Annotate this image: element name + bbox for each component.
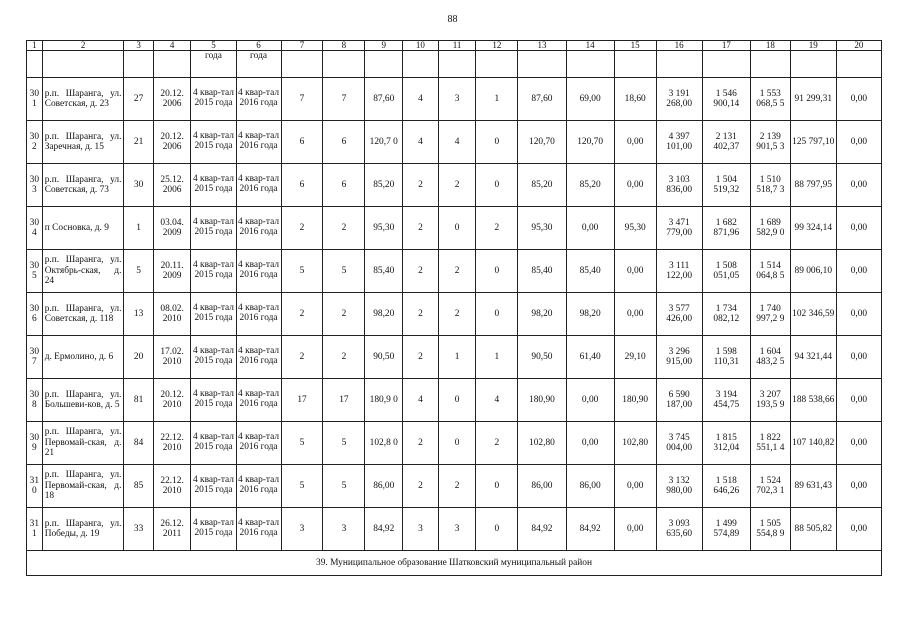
cost-fund-cell: 1 815 312,04 [702, 422, 750, 465]
quarter-start-cell: 4 квар-тал 2015 года [191, 121, 236, 164]
cost-fund-cell: 3 194 454,75 [702, 379, 750, 422]
cell [365, 51, 403, 78]
people-count-cell: 5 [281, 422, 323, 465]
cell [281, 51, 323, 78]
address-cell: п Сосновка, д. 9 [42, 207, 124, 250]
area-total-cell: 120,7 0 [365, 121, 403, 164]
column-number: 11 [438, 41, 476, 51]
address-cell: р.п. Шаранга, ул. Первомай-ская, д. 18 [42, 465, 124, 508]
date-cell: 20.12. 2010 [153, 379, 191, 422]
people-resettled-cell: 5 [323, 422, 365, 465]
area-c15-cell: 95,30 [614, 207, 656, 250]
cell [790, 51, 836, 78]
cell [836, 51, 881, 78]
cell [27, 51, 43, 78]
row-number-cell: 30 1 [27, 78, 43, 121]
row-number-cell: 30 8 [27, 379, 43, 422]
area-total-cell: 102,8 0 [365, 422, 403, 465]
flats-a-cell: 2 [438, 293, 476, 336]
row-number-cell: 30 4 [27, 207, 43, 250]
cost-extra-cell: 0,00 [836, 508, 881, 551]
building-count-cell: 27 [124, 78, 153, 121]
cost-local-cell: 94 321,44 [790, 336, 836, 379]
cost-total-cell: 4 397 101,00 [656, 121, 702, 164]
address-cell: р.п. Шаранга, ул. Победы, д. 19 [42, 508, 124, 551]
people-resettled-cell: 6 [323, 121, 365, 164]
building-count-cell: 1 [124, 207, 153, 250]
cost-total-cell: 6 590 187,00 [656, 379, 702, 422]
quarter-start-cell: 4 квар-тал 2015 года [191, 293, 236, 336]
cell [124, 51, 153, 78]
continuation-row [27, 51, 882, 78]
building-count-cell: 85 [124, 465, 153, 508]
row-number-cell: 30 7 [27, 336, 43, 379]
column-number: 16 [656, 41, 702, 51]
address-cell: р.п. Шаранга, ул. Заречная, д. 15 [42, 121, 124, 164]
table-row [27, 379, 882, 422]
people-resettled-cell: 6 [323, 164, 365, 207]
people-count-cell: 6 [281, 121, 323, 164]
cost-extra-cell: 0,00 [836, 422, 881, 465]
area-c15-cell: 0,00 [614, 293, 656, 336]
cell [42, 51, 124, 78]
date-cell: 22.12. 2010 [153, 465, 191, 508]
area-c14-cell: 0,00 [566, 207, 614, 250]
area-c14-cell: 120,70 [566, 121, 614, 164]
cost-local-cell: 89 006,10 [790, 250, 836, 293]
quarter-start-cell: 4 квар-тал 2015 года [191, 508, 236, 551]
building-count-cell: 21 [124, 121, 153, 164]
quarter-start-cell: 4 квар-тал 2015 года [191, 164, 236, 207]
flats-b-cell: 0 [476, 121, 518, 164]
people-resettled-cell: 5 [323, 465, 365, 508]
area-c14-cell: 0,00 [566, 422, 614, 465]
cost-local-cell: 99 324,14 [790, 207, 836, 250]
building-count-cell: 5 [124, 250, 153, 293]
date-cell: 17.02. 2010 [153, 336, 191, 379]
area-total-cell: 180,9 0 [365, 379, 403, 422]
column-number: 9 [365, 41, 403, 51]
date-cell: 08.02. 2010 [153, 293, 191, 336]
flats-a-cell: 1 [438, 336, 476, 379]
flats-b-cell: 1 [476, 78, 518, 121]
column-number: 19 [790, 41, 836, 51]
cost-fund-cell: 1 598 110,31 [702, 336, 750, 379]
flats-a-cell: 2 [438, 250, 476, 293]
cost-fund-cell: 1 504 519,32 [702, 164, 750, 207]
flats-total-cell: 2 [403, 207, 439, 250]
quarter-end-cell: 4 квар-тал 2016 года [236, 508, 281, 551]
flats-b-cell: 2 [476, 207, 518, 250]
people-resettled-cell: 2 [323, 336, 365, 379]
cost-local-cell: 88 505,82 [790, 508, 836, 551]
column-number: 1 [27, 41, 43, 51]
cell [750, 51, 790, 78]
column-number: 4 [153, 41, 191, 51]
date-cell: 03.04. 2009 [153, 207, 191, 250]
quarter-end-cell: 4 квар-тал 2016 года [236, 78, 281, 121]
flats-total-cell: 4 [403, 121, 439, 164]
section-footer-row [27, 551, 882, 576]
column-number: 18 [750, 41, 790, 51]
cell [476, 51, 518, 78]
area-c13-cell: 120,70 [518, 121, 566, 164]
cost-fund-cell: 1 734 082,12 [702, 293, 750, 336]
quarter-start-cell: 4 квар-тал 2015 года [191, 336, 236, 379]
cell [403, 51, 439, 78]
table-row [27, 164, 882, 207]
area-c14-cell: 85,20 [566, 164, 614, 207]
cost-extra-cell: 0,00 [836, 250, 881, 293]
cost-extra-cell: 0,00 [836, 164, 881, 207]
address-cell: р.п. Шаранга, ул. Советская, д. 73 [42, 164, 124, 207]
quarter-start-cell: 4 квар-тал 2015 года [191, 207, 236, 250]
cost-extra-cell: 0,00 [836, 465, 881, 508]
row-number-cell: 31 0 [27, 465, 43, 508]
cost-total-cell: 3 745 004,00 [656, 422, 702, 465]
area-c13-cell: 85,20 [518, 164, 566, 207]
area-c13-cell: 180,90 [518, 379, 566, 422]
area-total-cell: 95,30 [365, 207, 403, 250]
cost-extra-cell: 0,00 [836, 78, 881, 121]
flats-total-cell: 4 [403, 78, 439, 121]
flats-a-cell: 0 [438, 207, 476, 250]
cost-local-cell: 102 346,59 [790, 293, 836, 336]
flats-b-cell: 0 [476, 250, 518, 293]
cell [614, 51, 656, 78]
flats-total-cell: 2 [403, 465, 439, 508]
flats-a-cell: 2 [438, 164, 476, 207]
row-number-cell: 30 9 [27, 422, 43, 465]
cost-region-cell: 1 553 068,5 5 [750, 78, 790, 121]
people-resettled-cell: 7 [323, 78, 365, 121]
people-resettled-cell: 2 [323, 207, 365, 250]
cell [656, 51, 702, 78]
table-row [27, 250, 882, 293]
column-number: 10 [403, 41, 439, 51]
flats-total-cell: 2 [403, 422, 439, 465]
people-count-cell: 5 [281, 465, 323, 508]
area-c14-cell: 0,00 [566, 379, 614, 422]
address-cell: р.п. Шаранга, ул. Большеви-ков, д. 5 [42, 379, 124, 422]
people-count-cell: 7 [281, 78, 323, 121]
cost-region-cell: 1 740 997,2 9 [750, 293, 790, 336]
flats-total-cell: 4 [403, 379, 439, 422]
cell [566, 51, 614, 78]
area-total-cell: 87,60 [365, 78, 403, 121]
flats-a-cell: 2 [438, 465, 476, 508]
building-count-cell: 30 [124, 164, 153, 207]
date-cell: 20.12. 2006 [153, 78, 191, 121]
area-c15-cell: 0,00 [614, 465, 656, 508]
area-c14-cell: 84,92 [566, 508, 614, 551]
column-number: 7 [281, 41, 323, 51]
cost-total-cell: 3 296 915,00 [656, 336, 702, 379]
quarter-end-cell: 4 квар-тал 2016 года [236, 465, 281, 508]
building-count-cell: 84 [124, 422, 153, 465]
cost-local-cell: 107 140,82 [790, 422, 836, 465]
cost-total-cell: 3 103 836,00 [656, 164, 702, 207]
building-count-cell: 20 [124, 336, 153, 379]
date-cell: 22.12. 2010 [153, 422, 191, 465]
date-cell: 26.12. 2011 [153, 508, 191, 551]
flats-total-cell: 2 [403, 293, 439, 336]
address-cell: р.п. Шаранга, ул. Советская, д. 118 [42, 293, 124, 336]
flats-b-cell: 4 [476, 379, 518, 422]
date-cell: 20.11. 2009 [153, 250, 191, 293]
table-row [27, 121, 882, 164]
cost-fund-cell: 1 546 900,14 [702, 78, 750, 121]
cost-region-cell: 1 510 518,7 3 [750, 164, 790, 207]
flats-b-cell: 0 [476, 293, 518, 336]
area-c13-cell: 87,60 [518, 78, 566, 121]
building-count-cell: 13 [124, 293, 153, 336]
area-total-cell: 86,00 [365, 465, 403, 508]
area-total-cell: 84,92 [365, 508, 403, 551]
area-c13-cell: 86,00 [518, 465, 566, 508]
table-row [27, 78, 882, 121]
cost-fund-cell: 1 508 051,05 [702, 250, 750, 293]
people-count-cell: 2 [281, 336, 323, 379]
area-c13-cell: 98,20 [518, 293, 566, 336]
area-c14-cell: 61,40 [566, 336, 614, 379]
quarter-start-cell: 4 квар-тал 2015 года [191, 78, 236, 121]
area-c15-cell: 0,00 [614, 508, 656, 551]
column-number: 2 [42, 41, 124, 51]
date-cell: 20.12. 2006 [153, 121, 191, 164]
table-row [27, 465, 882, 508]
area-c13-cell: 85,40 [518, 250, 566, 293]
column-number: 13 [518, 41, 566, 51]
people-resettled-cell: 17 [323, 379, 365, 422]
area-c14-cell: 69,00 [566, 78, 614, 121]
cost-local-cell: 188 538,66 [790, 379, 836, 422]
cost-total-cell: 3 577 426,00 [656, 293, 702, 336]
cost-extra-cell: 0,00 [836, 336, 881, 379]
cost-region-cell: 2 139 901,5 3 [750, 121, 790, 164]
cost-extra-cell: 0,00 [836, 293, 881, 336]
flats-a-cell: 4 [438, 121, 476, 164]
area-c15-cell: 18,60 [614, 78, 656, 121]
date-cell: 25.12. 2006 [153, 164, 191, 207]
cost-local-cell: 88 797,95 [790, 164, 836, 207]
table-row [27, 508, 882, 551]
cell [153, 51, 191, 78]
area-total-cell: 85,40 [365, 250, 403, 293]
quarter-end-cell: 4 квар-тал 2016 года [236, 164, 281, 207]
people-resettled-cell: 3 [323, 508, 365, 551]
flats-b-cell: 2 [476, 422, 518, 465]
continued-quarter-end: года [236, 51, 281, 78]
row-number-cell: 30 5 [27, 250, 43, 293]
area-total-cell: 98,20 [365, 293, 403, 336]
cost-extra-cell: 0,00 [836, 121, 881, 164]
area-c15-cell: 0,00 [614, 164, 656, 207]
column-number: 5 [191, 41, 236, 51]
area-c13-cell: 84,92 [518, 508, 566, 551]
flats-b-cell: 0 [476, 508, 518, 551]
people-count-cell: 2 [281, 293, 323, 336]
flats-total-cell: 2 [403, 164, 439, 207]
quarter-start-cell: 4 квар-тал 2015 года [191, 422, 236, 465]
area-c14-cell: 98,20 [566, 293, 614, 336]
row-number-cell: 30 6 [27, 293, 43, 336]
cost-region-cell: 1 822 551,1 4 [750, 422, 790, 465]
flats-total-cell: 2 [403, 250, 439, 293]
cost-fund-cell: 1 682 871,96 [702, 207, 750, 250]
flats-a-cell: 0 [438, 422, 476, 465]
cell [438, 51, 476, 78]
flats-b-cell: 0 [476, 164, 518, 207]
column-number: 17 [702, 41, 750, 51]
cost-total-cell: 3 191 268,00 [656, 78, 702, 121]
flats-a-cell: 0 [438, 379, 476, 422]
area-c13-cell: 102,80 [518, 422, 566, 465]
page-number: 88 [447, 14, 458, 25]
flats-a-cell: 3 [438, 508, 476, 551]
area-c14-cell: 86,00 [566, 465, 614, 508]
cost-region-cell: 1 689 582,9 0 [750, 207, 790, 250]
building-count-cell: 33 [124, 508, 153, 551]
cell [323, 51, 365, 78]
cost-region-cell: 1 524 702,3 1 [750, 465, 790, 508]
address-cell: д. Ермолино, д. 6 [42, 336, 124, 379]
column-number: 12 [476, 41, 518, 51]
cost-local-cell: 125 797,10 [790, 121, 836, 164]
cost-extra-cell: 0,00 [836, 207, 881, 250]
people-resettled-cell: 2 [323, 293, 365, 336]
table-row [27, 293, 882, 336]
cost-region-cell: 1 604 483,2 5 [750, 336, 790, 379]
quarter-end-cell: 4 квар-тал 2016 года [236, 336, 281, 379]
cost-total-cell: 3 111 122,00 [656, 250, 702, 293]
column-number: 3 [124, 41, 153, 51]
quarter-end-cell: 4 квар-тал 2016 года [236, 121, 281, 164]
cost-local-cell: 89 631,43 [790, 465, 836, 508]
address-cell: р.п. Шаранга, ул. Первомай-ская, д. 21 [42, 422, 124, 465]
area-c13-cell: 95,30 [518, 207, 566, 250]
cell [702, 51, 750, 78]
flats-b-cell: 1 [476, 336, 518, 379]
row-number-cell: 30 2 [27, 121, 43, 164]
area-c15-cell: 180,90 [614, 379, 656, 422]
people-count-cell: 3 [281, 508, 323, 551]
cost-fund-cell: 2 131 402,37 [702, 121, 750, 164]
area-c15-cell: 102,80 [614, 422, 656, 465]
quarter-end-cell: 4 квар-тал 2016 года [236, 422, 281, 465]
people-count-cell: 5 [281, 250, 323, 293]
section-title: 39. Муниципальное образование Шатковский муниципальный район [27, 551, 882, 576]
quarter-start-cell: 4 квар-тал 2015 года [191, 250, 236, 293]
flats-a-cell: 3 [438, 78, 476, 121]
flats-b-cell: 0 [476, 465, 518, 508]
cost-total-cell: 3 093 635,60 [656, 508, 702, 551]
cost-total-cell: 3 132 980,00 [656, 465, 702, 508]
area-total-cell: 85,20 [365, 164, 403, 207]
quarter-end-cell: 4 квар-тал 2016 года [236, 293, 281, 336]
continued-quarter-start: года [191, 51, 236, 78]
column-number: 14 [566, 41, 614, 51]
area-c15-cell: 29,10 [614, 336, 656, 379]
cost-fund-cell: 1 518 646,26 [702, 465, 750, 508]
building-count-cell: 81 [124, 379, 153, 422]
cost-total-cell: 3 471 779,00 [656, 207, 702, 250]
row-number-cell: 31 1 [27, 508, 43, 551]
housing-program-table [26, 40, 882, 576]
flats-total-cell: 2 [403, 336, 439, 379]
cost-extra-cell: 0,00 [836, 379, 881, 422]
column-number: 6 [236, 41, 281, 51]
people-resettled-cell: 5 [323, 250, 365, 293]
address-cell: р.п. Шаранга, ул. Советская, д. 23 [42, 78, 124, 121]
quarter-end-cell: 4 квар-тал 2016 года [236, 250, 281, 293]
address-cell: р.п. Шаранга, ул. Октябрь-ская, д. 24 [42, 250, 124, 293]
column-number: 15 [614, 41, 656, 51]
column-number-row [27, 41, 882, 51]
area-c15-cell: 0,00 [614, 121, 656, 164]
quarter-end-cell: 4 квар-тал 2016 года [236, 207, 281, 250]
area-c13-cell: 90,50 [518, 336, 566, 379]
cost-region-cell: 1 514 064,8 5 [750, 250, 790, 293]
area-total-cell: 90,50 [365, 336, 403, 379]
cost-region-cell: 3 207 193,5 9 [750, 379, 790, 422]
quarter-start-cell: 4 квар-тал 2015 года [191, 465, 236, 508]
area-c15-cell: 0,00 [614, 250, 656, 293]
cell [518, 51, 566, 78]
table-row [27, 422, 882, 465]
row-number-cell: 30 3 [27, 164, 43, 207]
people-count-cell: 2 [281, 207, 323, 250]
table-row [27, 207, 882, 250]
table-row [27, 336, 882, 379]
quarter-start-cell: 4 квар-тал 2015 года [191, 379, 236, 422]
area-c14-cell: 85,40 [566, 250, 614, 293]
people-count-cell: 6 [281, 164, 323, 207]
cost-local-cell: 91 299,31 [790, 78, 836, 121]
cost-fund-cell: 1 499 574,89 [702, 508, 750, 551]
quarter-end-cell: 4 квар-тал 2016 года [236, 379, 281, 422]
column-number: 20 [836, 41, 881, 51]
cost-region-cell: 1 505 554,8 9 [750, 508, 790, 551]
column-number: 8 [323, 41, 365, 51]
people-count-cell: 17 [281, 379, 323, 422]
flats-total-cell: 3 [403, 508, 439, 551]
